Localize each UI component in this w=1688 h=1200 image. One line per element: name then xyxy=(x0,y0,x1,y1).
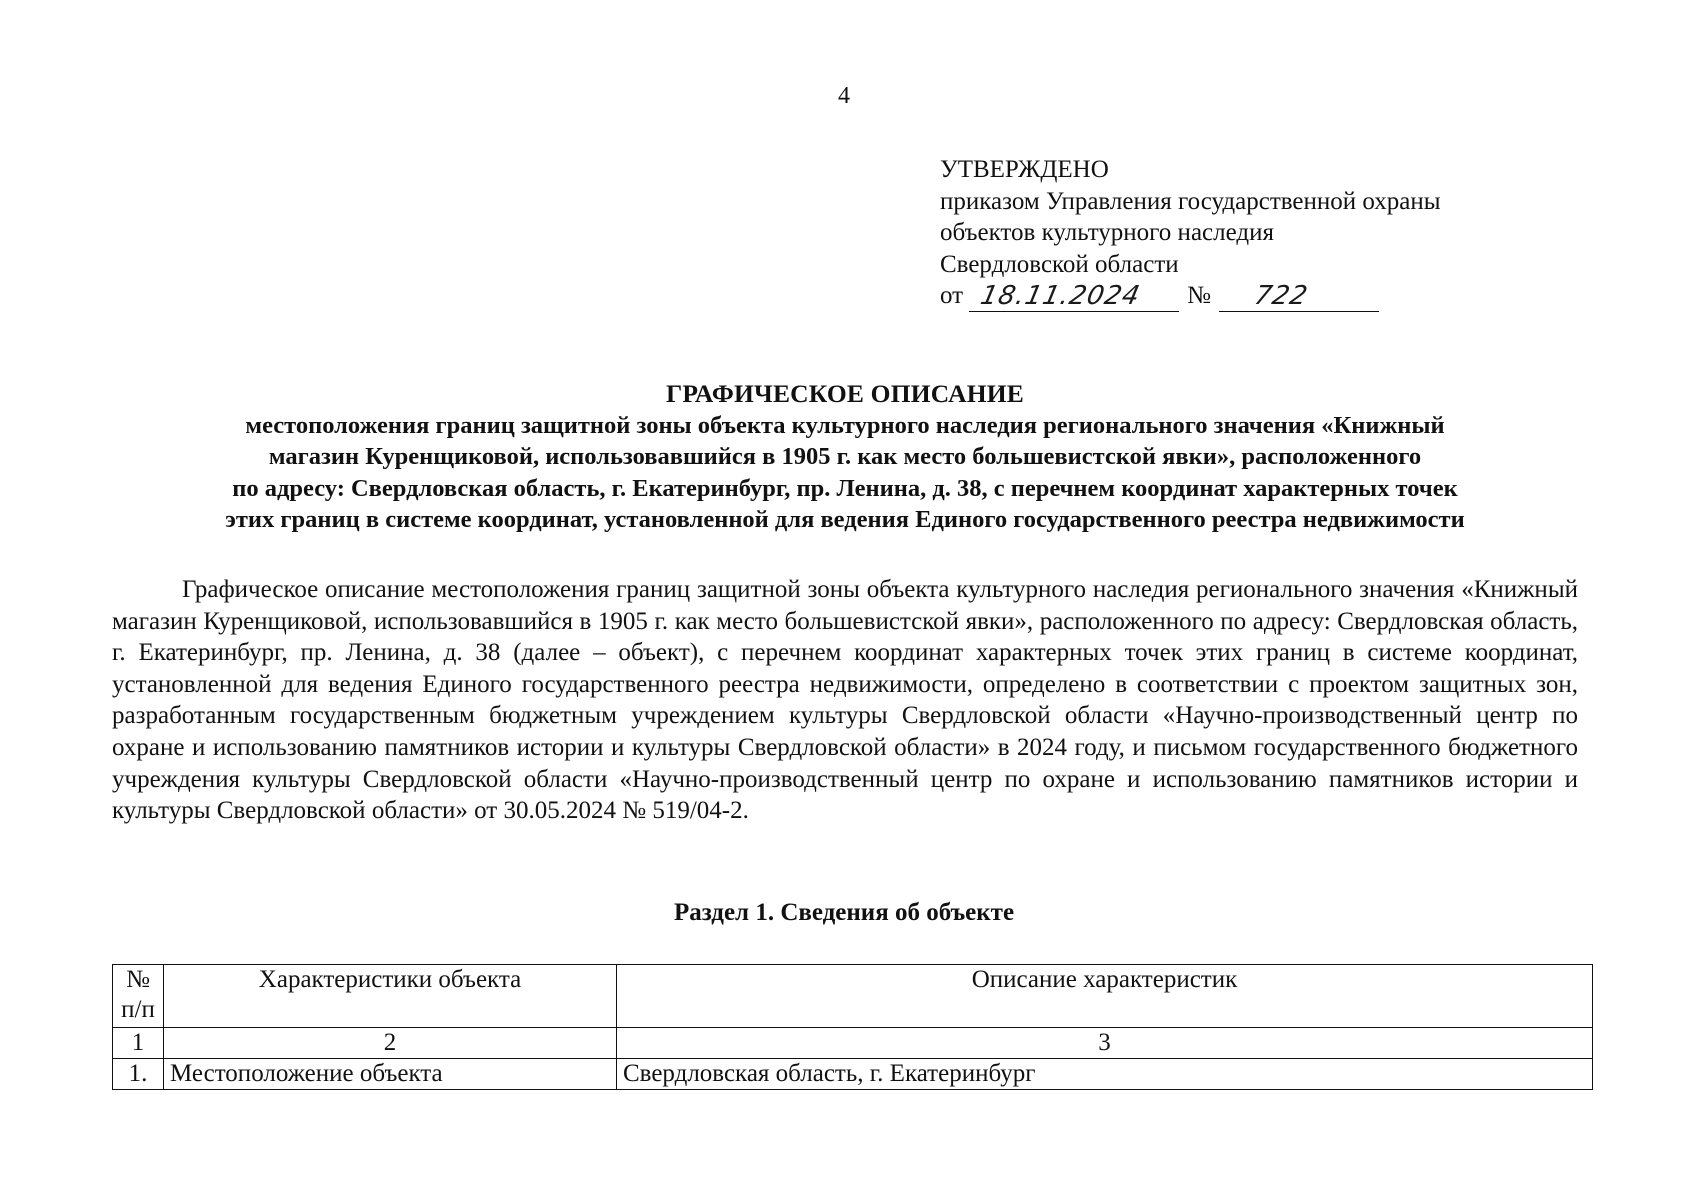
approval-line-2: объектов культурного наследия xyxy=(940,219,1274,246)
number-prefix: № xyxy=(1187,282,1211,309)
approval-order-line xyxy=(940,280,1441,312)
handwritten-date: 18.11.2024 xyxy=(977,280,1144,311)
title-main: ГРАФИЧЕСКОЕ ОПИСАНИЕ xyxy=(665,379,1025,408)
column-number-3: 3 xyxy=(617,1028,1593,1059)
header-num: № п/п xyxy=(113,965,164,1028)
row-num: 1. xyxy=(113,1059,164,1090)
row-description: Свердловская область, г. Екатеринбург xyxy=(617,1059,1593,1090)
title-line-1: местоположения границ защитной зоны объекта культурного наследия регионального значения «Книжный xyxy=(245,411,1445,439)
header-characteristics: Характеристики объекта xyxy=(164,965,617,1028)
approval-heading: УТВЕРЖДЕНО xyxy=(940,156,1109,183)
approval-line-1: приказом Управления государственной охраны xyxy=(940,187,1441,215)
document-title xyxy=(112,378,1578,536)
body-paragraph: Графическое описание местоположения границ защитной зоны объекта культурного наследия регионального значения «Книжный магазин Куренщиковой, использовавшийся в 1905 г. как место большевистской явки», расположенного по адресу: Свердловская область, г. Екатеринбург, пр. Ленина, д. 38 (далее – объект), с перечнем координат характерных точек этих границ в системе координат, установленной для ведения Единого государственного реестра недвижимости, определено в соответствии с проектом защитных зон, разработанным государственным бюджетным учреждением культуры Свердловской области «Научно-производственный центр по охране и использованию памятников истории и культуры Свердловской области» в 2024 году, и письмом государственного бюджетного учреждения культуры Свердловской области «Научно-производственный центр по охране и использованию памятников истории и культуры Свердловской области» от 30.05.2024 № 519/04-2. xyxy=(112,576,1578,825)
table-header-row xyxy=(113,965,1593,1028)
approval-line-3: Свердловской области xyxy=(940,250,1179,278)
table-row xyxy=(113,1059,1593,1090)
number-blank xyxy=(1219,280,1379,312)
page-number: 4 xyxy=(838,83,850,109)
title-line-2: магазин Куренщиковой, использовавшийся в 1905 г. как место большевистской явки», расположенного xyxy=(268,443,1422,470)
handwritten-number: 722 xyxy=(1251,280,1311,311)
title-line-3: по адресу: Свердловская область, г. Екатеринбург, пр. Ленина, д. 38, с перечнем координат характерных точек xyxy=(232,474,1458,502)
date-prefix: от xyxy=(940,282,964,309)
object-info-table xyxy=(112,964,1593,1090)
section-title: Раздел 1. Сведения об объекте xyxy=(673,899,1015,926)
column-number-1: 1 xyxy=(113,1028,164,1059)
header-description: Описание характеристик xyxy=(617,965,1593,1028)
row-characteristic: Местоположение объекта xyxy=(164,1059,617,1090)
date-blank xyxy=(969,280,1179,312)
approval-block xyxy=(940,154,1441,312)
title-line-4: этих границ в системе координат, установленной для ведения Единого государственного реестра недвижимости xyxy=(225,506,1465,533)
table-column-numbers-row xyxy=(113,1028,1593,1059)
column-number-2: 2 xyxy=(164,1028,617,1059)
